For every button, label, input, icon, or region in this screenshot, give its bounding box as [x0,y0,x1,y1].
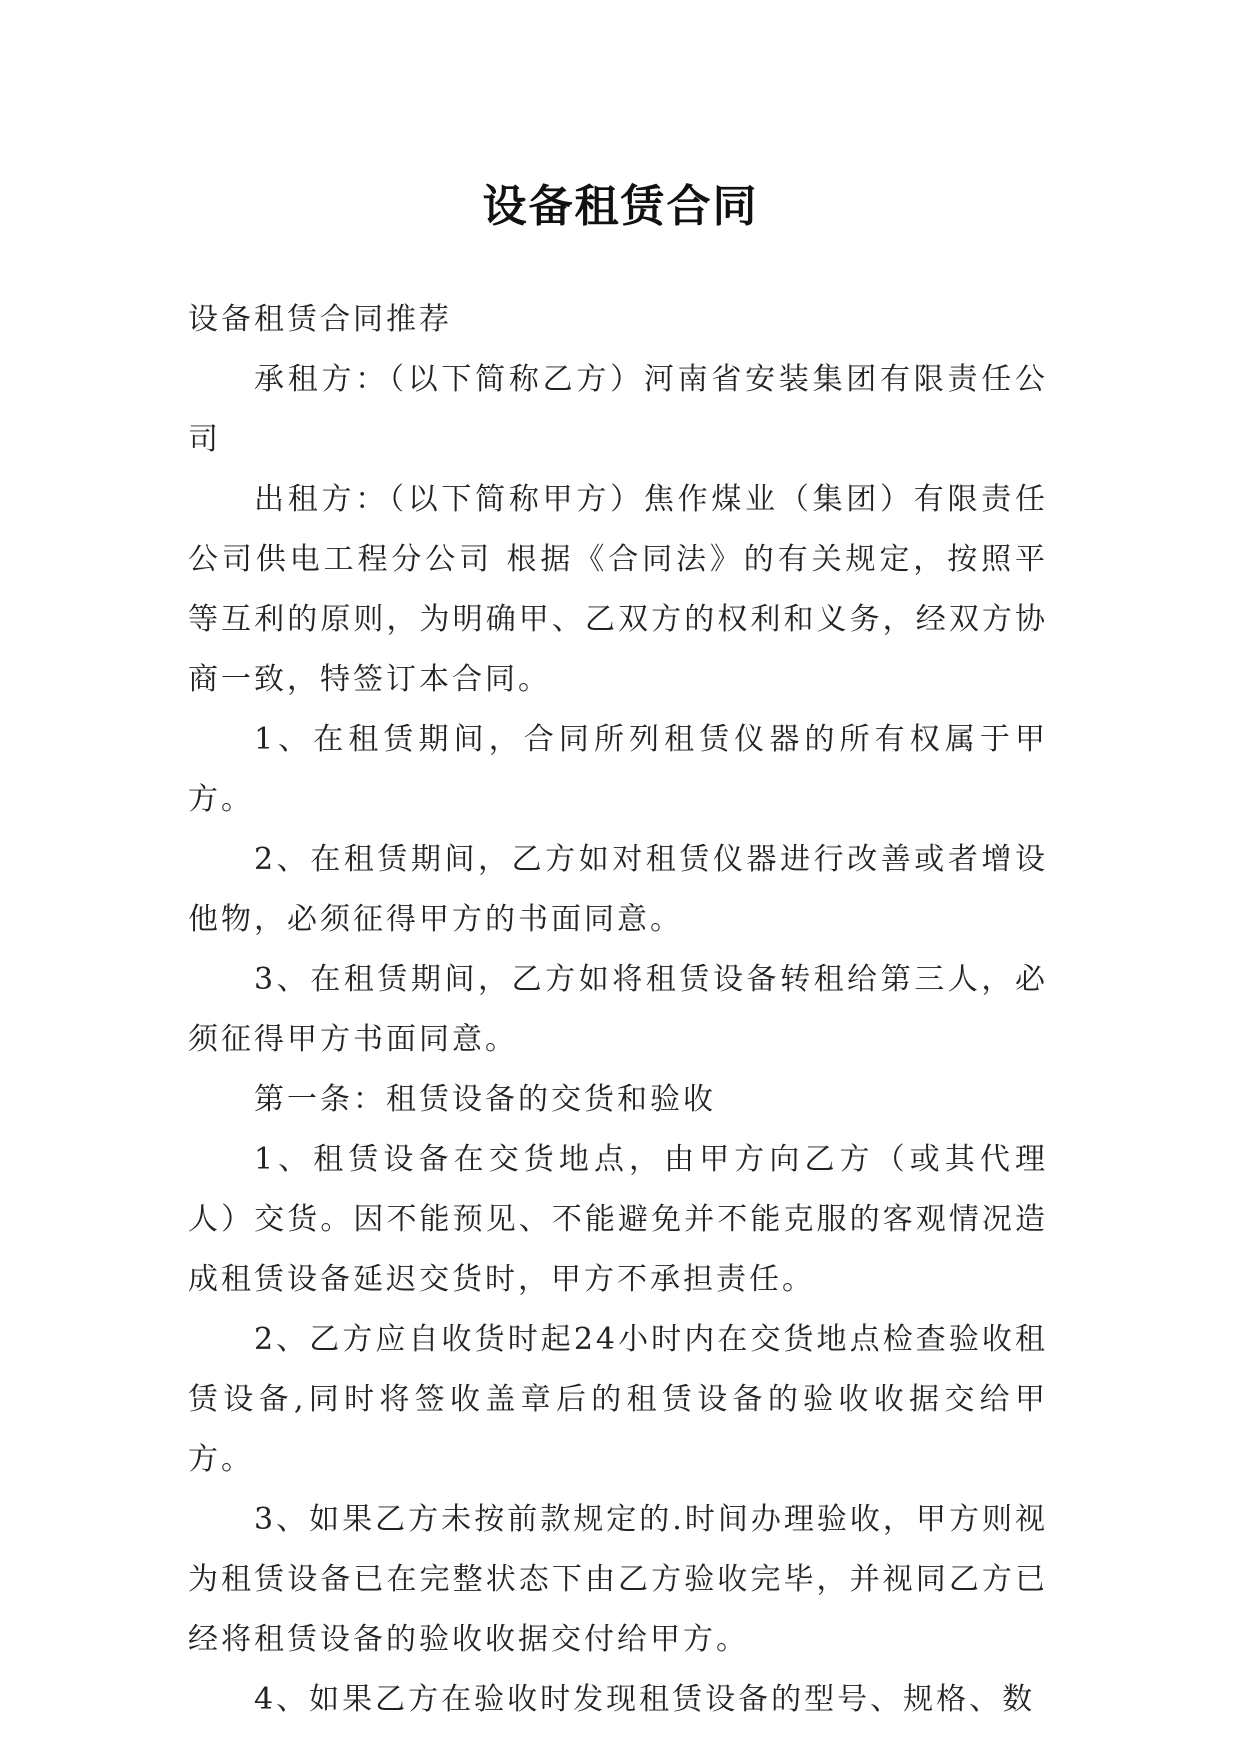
paragraph-article-1-item-2: 2、乙方应自收货时起24小时内在交货地点检查验收租赁设备,同时将签收盖章后的租赁设备的验收收据交给甲方。 [188,1322,1048,1477]
paragraph-article-1-item-3: 3、如果乙方未按前款规定的.时间办理验收，甲方则视为租赁设备已在完整状态下由乙方验收完毕，并视同乙方已经将租赁设备的验收收据交付给甲方。 [188,1502,1048,1657]
paragraph-lessor: 出租方：（以下简称甲方）焦作煤业（集团）有限责任公司供电工程分公司 根据《合同法》的有关规定，按照平等互利的原则，为明确甲、乙双方的权利和义务，经双方协商一致，特签订本合同。 [188,482,1048,697]
paragraph-clause-2: 2、在租赁期间，乙方如对租赁仪器进行改善或者增设他物，必须征得甲方的书面同意。 [188,842,1048,937]
section-heading-article-1: 第一条：租赁设备的交货和验收 [254,1082,716,1117]
paragraph-heading-recommendation: 设备租赁合同推荐 [188,302,452,337]
paragraph-article-1-item-4: 4、如果乙方在验收时发现租赁设备的型号、规格、数 [254,1682,1036,1717]
paragraph-article-1-item-1: 1、租赁设备在交货地点，由甲方向乙方（或其代理人）交货。因不能预见、不能避免并不能克服的客观情况造成租赁设备延迟交货时，甲方不承担责任。 [188,1142,1048,1297]
paragraph-clause-3: 3、在租赁期间，乙方如将租赁设备转租给第三人，必须征得甲方书面同意。 [188,962,1048,1057]
paragraph-lessee: 承租方：（以下简称乙方）河南省安装集团有限责任公司 [188,362,1048,457]
paragraph-clause-1: 1、在租赁期间，合同所列租赁仪器的所有权属于甲方。 [188,722,1048,817]
document-title: 设备租赁合同 [482,181,759,233]
document-body [188,290,1048,1730]
